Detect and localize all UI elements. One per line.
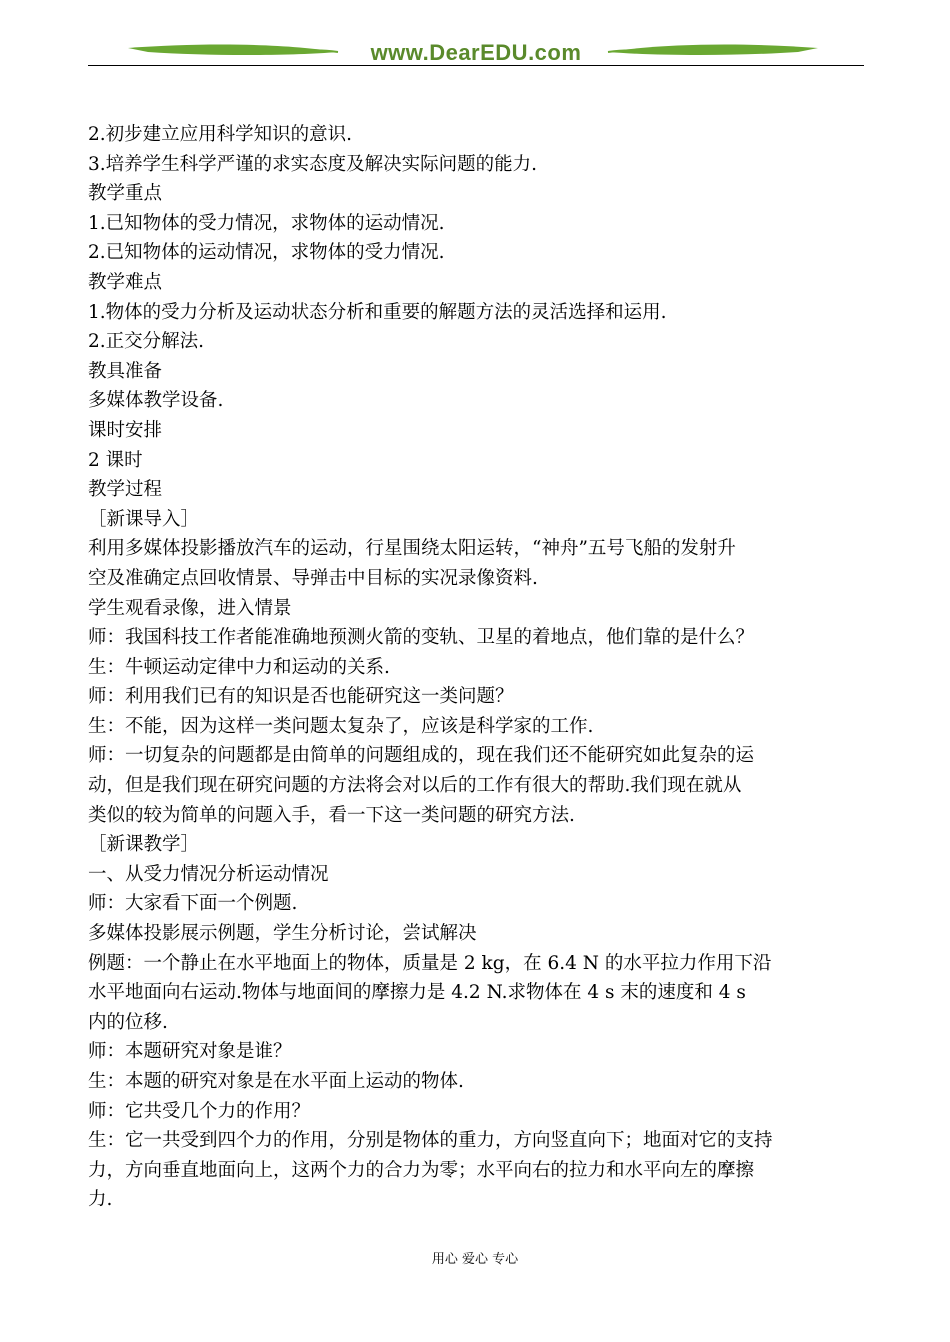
page-header bbox=[88, 38, 864, 68]
document-body bbox=[88, 120, 863, 1215]
text-line: 生：牛顿运动定律中力和运动的关系. bbox=[88, 656, 390, 678]
page-footer: 用心 爱心 专心 bbox=[431, 1252, 519, 1267]
text-line: 动，但是我们现在研究问题的方法将会对以后的工作有很大的帮助.我们现在就从 bbox=[88, 775, 742, 797]
section-heading: 教学过程 bbox=[88, 479, 163, 501]
text-line: 多媒体教学设备. bbox=[88, 390, 224, 412]
text-line: ［新课教学］ bbox=[88, 834, 200, 856]
section-heading: 教学难点 bbox=[88, 271, 163, 293]
text-line: 生：它一共受到四个力的作用，分别是物体的重力，方向竖直向下；地面对它的支持 bbox=[88, 1130, 773, 1152]
text-line: 2.正交分解法. bbox=[88, 331, 205, 353]
text-line: 师：利用我们已有的知识是否也能研究这一类问题？ bbox=[88, 686, 514, 708]
section-heading: 教具准备 bbox=[88, 360, 163, 382]
text-line: 3.培养学生科学严谨的求实态度及解决实际问题的能力. bbox=[88, 153, 538, 175]
text-line: 力，方向垂直地面向上，这两个力的合力为零；水平向右的拉力和水平向左的摩擦 bbox=[88, 1159, 755, 1181]
section-heading: 课时安排 bbox=[88, 419, 163, 441]
text-line: 一、从受力情况分析运动情况 bbox=[88, 863, 329, 885]
text-line: 空及准确定点回收情景、导弹击中目标的实况录像资料. bbox=[88, 567, 538, 589]
text-line: 内的位移. bbox=[88, 1011, 168, 1033]
text-line: 师：它共受几个力的作用？ bbox=[88, 1100, 311, 1122]
text-line: ［新课导入］ bbox=[88, 508, 200, 530]
text-line: 水平地面向右运动.物体与地面间的摩擦力是 4.2 N.求物体在 4 s 末的速度和 4 s bbox=[88, 982, 746, 1004]
site-brand: www.DearEDU.com bbox=[370, 40, 582, 65]
text-line: 2.初步建立应用科学知识的意识. bbox=[88, 124, 353, 145]
text-line: 师：本题研究对象是谁？ bbox=[88, 1041, 292, 1063]
text-line: 学生观看录像，进入情景 bbox=[88, 597, 292, 619]
text-line: 类似的较为简单的问题入手，看一下这一类问题的研究方法. bbox=[88, 804, 575, 826]
section-heading: 教学重点 bbox=[88, 183, 163, 205]
text-line: 2.已知物体的运动情况，求物体的受力情况. bbox=[88, 242, 445, 264]
text-line: 2 课时 bbox=[88, 449, 143, 471]
text-line: 师：大家看下面一个例题. bbox=[88, 893, 298, 915]
text-line: 多媒体投影展示例题，学生分析讨论，尝试解决 bbox=[88, 923, 477, 945]
text-line: 生：不能，因为这样一类问题太复杂了，应该是科学家的工作. bbox=[88, 715, 594, 737]
text-line: 例题：一个静止在水平地面上的物体，质量是 2 kg，在 6.4 N 的水平拉力作用下沿 bbox=[88, 952, 772, 974]
text-line: 利用多媒体投影播放汽车的运动，行星围绕太阳运转，“神舟”五号飞船的发射升 bbox=[88, 538, 736, 560]
text-line: 师：一切复杂的问题都是由简单的问题组成的，现在我们还不能研究如此复杂的运 bbox=[88, 745, 755, 767]
text-line: 生：本题的研究对象是在水平面上运动的物体. bbox=[88, 1071, 464, 1092]
text-line: 1.已知物体的受力情况，求物体的运动情况. bbox=[88, 212, 445, 234]
text-line: 师：我国科技工作者能准确地预测火箭的变轨、卫星的着地点，他们靠的是什么？ bbox=[88, 627, 755, 649]
text-line: 力. bbox=[88, 1189, 113, 1211]
header-divider bbox=[88, 65, 864, 66]
text-line: 1.物体的受力分析及运动状态分析和重要的解题方法的灵活选择和运用. bbox=[88, 301, 667, 323]
